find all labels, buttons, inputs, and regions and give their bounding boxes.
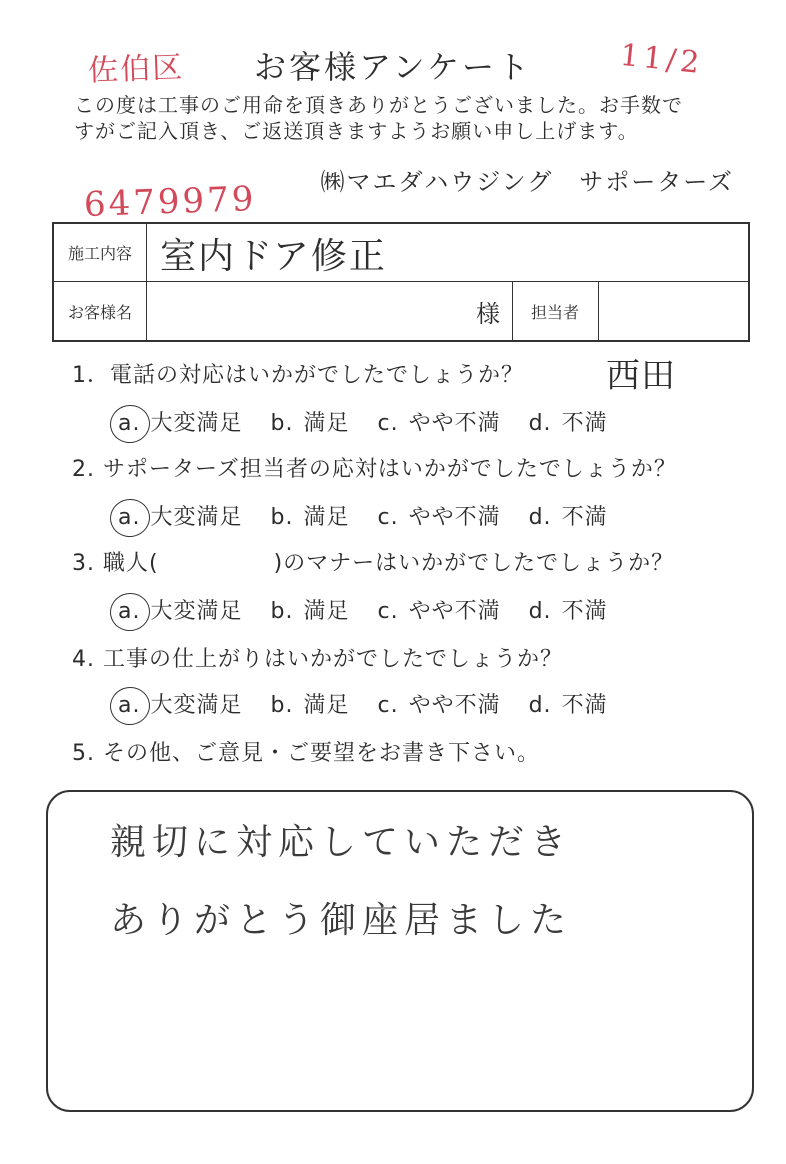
option-label: 大変満足 [150,693,243,718]
comment-line-2: ありがとう御座居ました [110,900,573,941]
option-label: やや不満 [408,693,501,718]
option-label: 大変満足 [150,411,243,436]
work-content-label: 施工内容 [67,244,132,263]
work-row [54,224,748,282]
option-c [377,406,500,437]
option-c [377,594,500,625]
option-label: やや不満 [408,411,501,436]
option-letter-circled: a. [118,505,141,530]
divider [146,224,147,281]
option-letter: b. [270,693,294,718]
option-label: 不満 [561,599,608,624]
option-letter: c. [377,599,399,624]
option-a [118,406,243,437]
option-letter: c. [377,505,399,530]
option-c [377,500,500,531]
handwritten-ward: 佐伯区 [87,50,185,89]
comment-line-1: 親切に対応していただき [110,822,573,863]
option-letter: b. [270,505,294,530]
option-d [529,594,608,625]
option-d [529,406,608,437]
option-b [271,688,350,719]
question-2-options [118,500,636,531]
intro-line-2: すがご記入頂き、ご返送頂きますようお願い申し上げます。 [74,119,639,143]
option-label: 満足 [303,505,350,530]
handwritten-date: 11/2 [618,37,705,82]
option-letter-circled: a. [118,411,141,436]
option-letter: c. [377,693,399,718]
option-label: 不満 [561,505,608,530]
handwritten-customer-number: 6479979 [83,179,258,225]
question-1-options [118,406,636,437]
option-label: 大変満足 [150,505,243,530]
option-label: 不満 [561,411,608,436]
option-d [529,688,608,719]
question-3: 3. 職人( )のマナーはいかがでしたでしょうか？ [72,551,675,576]
option-c [377,688,500,719]
intro-line-1: この度は工事のご用命を頂きありがとうございました。お手数で [74,93,683,117]
option-letter-circled: a. [118,693,141,718]
option-letter: c. [377,411,399,436]
option-a [118,594,243,625]
comment-box [46,790,754,1112]
option-letter: d. [528,505,552,530]
option-label: 満足 [303,411,350,436]
staff-name-value: 西田 [606,356,676,396]
question-1: 1．電話の対応はいかがでしたでしょうか？ [72,363,524,388]
customer-name-label: お客様名 [67,302,132,322]
intro-text [74,92,764,144]
option-letter: d. [528,411,552,436]
option-a [118,688,243,719]
divider [146,282,147,340]
option-letter: b. [270,599,294,624]
question-4: 4. 工事の仕上がりはいかがでしたでしょうか？ [72,647,563,672]
option-letter: b. [270,411,294,436]
question-3-options [118,594,636,625]
option-label: 不満 [561,693,608,718]
option-letter: d. [528,599,552,624]
option-label: 大変満足 [150,599,243,624]
form-title: お客様アンケート [253,48,533,86]
option-label: 満足 [303,599,350,624]
question-4-options [118,688,636,719]
option-b [271,594,350,625]
option-label: 満足 [303,693,350,718]
work-content-value: 室内ドア修正 [160,236,387,277]
option-d [529,500,608,531]
divider [598,282,599,340]
company-name: ㈱マエダハウジング サポーターズ [320,168,734,196]
option-letter: d. [528,693,552,718]
option-label: やや不満 [408,599,501,624]
question-5: 5. その他、ご意見・ご要望をお書き下さい。 [72,741,540,766]
honorific-label: 様 [476,299,500,328]
option-label: やや不満 [408,505,501,530]
question-2: 2. サポーターズ担当者の応対はいかがでしたでしょうか？ [72,457,677,482]
option-b [271,406,350,437]
option-a [118,500,243,531]
option-letter-circled: a. [118,599,141,624]
staff-label: 担当者 [530,302,579,322]
option-b [271,500,350,531]
